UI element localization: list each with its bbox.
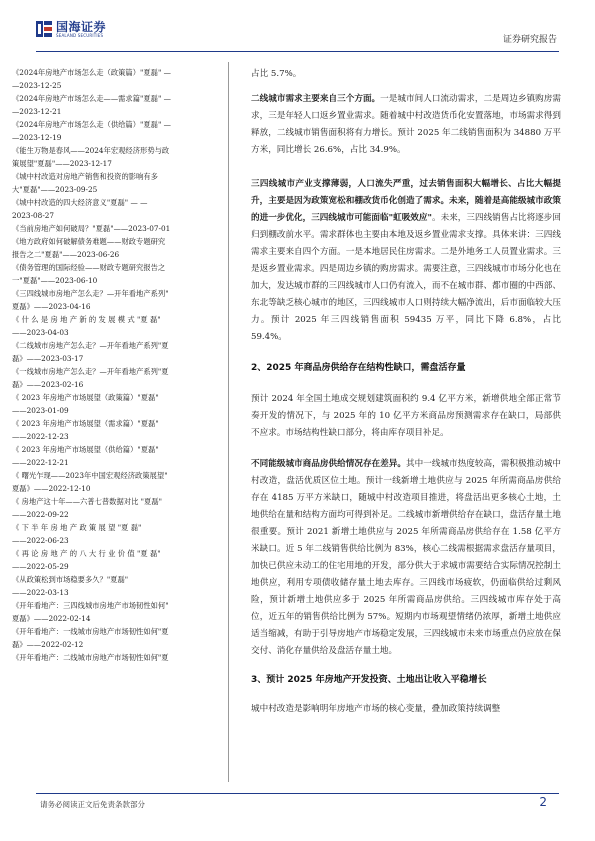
- related-report-date: ——2022-12-21: [12, 458, 69, 467]
- section-heading-3: 3、预计 2025 年房地产开发投资、土地出让收入平稳增长: [251, 675, 487, 685]
- related-report-date: ——2022-12-23: [12, 432, 69, 441]
- paragraph-lead: 不同能级城市商品房供给情况存在差异。: [251, 459, 406, 469]
- related-report-date: ——2022-06-23: [12, 536, 69, 545]
- related-report-date: 2023-08-27: [12, 211, 55, 220]
- related-reports-list: [12, 66, 219, 664]
- related-report-title: 《一线城市房地产怎么走？—开年看地产系列"夏: [12, 367, 169, 376]
- related-report-title: 《 曙光乍现——2023年中国宏观经济政策展望": [12, 471, 168, 480]
- related-report-title: 《 下 半 年 房 地 产 政 策 展 望 "夏 磊": [12, 523, 142, 532]
- related-report-title: 《二线城市房地产怎么走？—开年看地产系列"夏: [12, 341, 169, 350]
- related-report-date: ——2022-05-29: [12, 562, 69, 571]
- related-report-date: 报告之二"夏磊"——2023-06-26: [12, 250, 120, 259]
- paragraph-intro: 占比 5.7%。: [251, 69, 302, 79]
- header-divider: [36, 51, 559, 52]
- related-report-date: 策展望"夏磊"——2023-12-17: [12, 159, 112, 168]
- related-report-title: 《城中村改造对房地产销售和投资的影响有多: [12, 172, 158, 181]
- related-report-date: 夏磊》——2023-04-16: [12, 302, 91, 311]
- paragraph-body: 其中一线城市热度较高，需积极推动城中村改造，盘活优质区位土地。预计一线新增土地供应与 2025 年所需商品房供给存在 4185 万平方米缺口，随城中村改造项目推进，将盘活出更多核心土地，土地供给在量和结构方面均可得到补足。二线城市新增供给存在缺口，盘活存量土地很重要。预计 2021 新增土地供应与 2025 年所需商品房供给存在 1.58 亿平方米缺口。近 5 年二线销售供给比例为 83%，核心二线需根据需求盘活存量项目，加快已供应未动工的住宅用地的开发，部分供大于求城市需要结合实际情况控制土地供应，利用专项债收储存量土地去库存。三四线市场疲软，仍面临供给过剩风险，预计新增土地供应多于 2025 年所需商品房供给。三四线城市库存处于高位，近五年的销售供给比例为 57%。短期内市场观望情绪仍浓厚，新增土地供应适当缩减，有助于引导房地产市场稳定发展，三四线城市未来市场重点仍应放在保交付、消化存量供给及盘活存量土地。: [251, 459, 561, 656]
- related-report-title: 《能生万物是春风——2024年宏观经济形势与政: [12, 146, 170, 155]
- related-report-title: 《地方政府如何破解债务难题——财政专题研究: [12, 237, 166, 246]
- related-report-date: ——2023-01-09: [12, 406, 69, 415]
- paragraph-tier3-demand: [251, 176, 561, 346]
- related-report-title: 《 2023 年房地产市场展望（政策篇）"夏磊": [12, 393, 159, 402]
- related-report-date: 夏磊》——2022-12-10: [12, 484, 91, 493]
- page-header: [0, 0, 595, 52]
- related-report-title: 《开年看地产：二线城市房地产市场韧性如何"夏: [12, 653, 169, 662]
- paragraph-supply-gap: 预计 2024 年全国土地成交规划建筑面积约 9.4 亿平方米，新增供地全部正常节奏开发的情况下，与 2025 年的 10 亿平方米商品房预测需求存在缺口，局部供不应求。市场结构性缺口部分，将由库存项目补足。: [251, 394, 561, 438]
- related-report-title: 《 什 么 是 房 地 产 新 的 发 展 模 式 "夏 磊": [12, 315, 161, 324]
- related-report-date: 大"夏磊"——2023-09-25: [12, 185, 98, 194]
- paragraph-city-tier-supply: [251, 456, 561, 660]
- related-report-title: 《 2023 年房地产市场展望（需求篇）"夏磊": [12, 419, 159, 428]
- footer-divider: [36, 793, 559, 794]
- logo-name-cn: 国海证券: [56, 19, 107, 34]
- related-report-title: 《开年看地产：一线城市房地产市场韧性如何"夏: [12, 627, 169, 636]
- paragraph-lead: 三四线城市产业支撑薄弱，人口流失严重，过去销售面积大幅增长、占比大幅提升，主要是因为政策宽松和棚改货币化创造了需求。未来，随着是高能级城市政策的进一步优化，三四线城市可能面临"虹吸效应": [251, 179, 561, 223]
- page-number: 2: [539, 795, 547, 809]
- related-report-date: 磊》——2023-03-17: [12, 354, 84, 363]
- related-report-title: 《债务管理的国际经验——财政专题研究报告之: [12, 263, 166, 272]
- related-report-title: 《从政策松到市场稳要多久？"夏磊": [12, 575, 129, 584]
- related-report-title: 《 房地产这十年——六普七普数据对比 "夏磊": [12, 497, 162, 506]
- related-report-title: 《2024年房地产市场怎么走——需求篇"夏磊" —: [12, 94, 171, 103]
- paragraph-body: 。未来，三四线销售占比将逐步回归到棚改前水平。需求群体也主要由本地及返乡置业需求支撑。具体来讲：三四线需求主要来自四个方面。一是本地居民住房需求。二是外地务工人员置业需求。三是返乡置业需求。四是周边乡镇的购房需求。需要注意，三四线城市市场分化也在加大，发达城市群的三四线城市人口仍有流入，而不在城市群、都市圈的中西部、东北等缺乏核心城市的地区，三四线城市人口则持续大幅净流出，后市面临较大压力。预计 2025 年三四线销售面积 59435 万平，同比下降 6.8%，占比 59.4%。: [251, 213, 561, 342]
- related-report-date: 磊》——2022-02-12: [12, 640, 84, 649]
- related-report-date: ——2022-03-13: [12, 588, 69, 597]
- section-heading-2: 2、2025 年商品房供给存在结构性缺口，需盘活存量: [251, 363, 466, 373]
- related-report-title: 《2024年房地产市场怎么走（供给篇）"夏磊" —: [12, 120, 171, 129]
- related-report-date: —2023-12-25: [12, 81, 62, 90]
- company-logo: [36, 20, 106, 38]
- disclaimer-note: 请务必阅读正文后免责条款部分: [40, 800, 145, 809]
- related-report-date: —2023-12-21: [12, 107, 62, 116]
- related-report-title: 《当前房地产如何破局？"夏磊"——2023-07-01: [12, 224, 171, 233]
- related-report-date: 磊》——2023-02-16: [12, 380, 84, 389]
- paragraph-lead: 二线城市需求主要来自三个方面。: [251, 94, 381, 104]
- related-report-title: 《城中村改造的四大经济意义"夏磊" — —: [12, 198, 148, 207]
- related-report-title: 《开年看地产：三四线城市房地产市场韧性如何": [12, 601, 169, 610]
- related-report-date: —2023-12-19: [12, 133, 62, 142]
- main-content: [251, 66, 561, 718]
- related-report-date: 一"夏磊"——2023-06-10: [12, 276, 98, 285]
- logo-mark-icon: [36, 20, 52, 38]
- paragraph-body: 一是城市间人口流动需求，二是周边乡镇购房需求，三是年轻人口返乡置业需求。随着城中村改造货币化安置落地，市场需求得到释放，二线城市销售面积将有力增长。预计 2025 年二线销售面积为 34880 万平方米，同比增长 26.6%，占比 34.9%。: [251, 94, 561, 155]
- related-report-date: ——2023-04-03: [12, 328, 69, 337]
- paragraph-investment: 城中村改造是影响明年房地产市场的核心变量，叠加政策持续调整: [251, 704, 501, 714]
- related-report-title: 《2024年房地产市场怎么走（政策篇）"夏磊" —: [12, 68, 171, 77]
- related-report-title: 《三四线城市房地产怎么走？—开年看地产系列": [12, 289, 169, 298]
- related-report-date: ——2022-09-22: [12, 510, 69, 519]
- paragraph-tier2-demand: [251, 91, 561, 159]
- report-type-label: 证券研究报告: [502, 35, 557, 45]
- related-report-date: 夏磊》——2022-02-14: [12, 614, 91, 623]
- related-report-title: 《 再 论 房 地 产 的 八 大 行 业 价 值 "夏 磊": [12, 549, 161, 558]
- logo-name-en: SEALAND SECURITIES: [56, 32, 104, 38]
- column-divider: [228, 62, 229, 782]
- related-report-title: 《 2023 年房地产市场展望（供给篇）"夏磊": [12, 445, 159, 454]
